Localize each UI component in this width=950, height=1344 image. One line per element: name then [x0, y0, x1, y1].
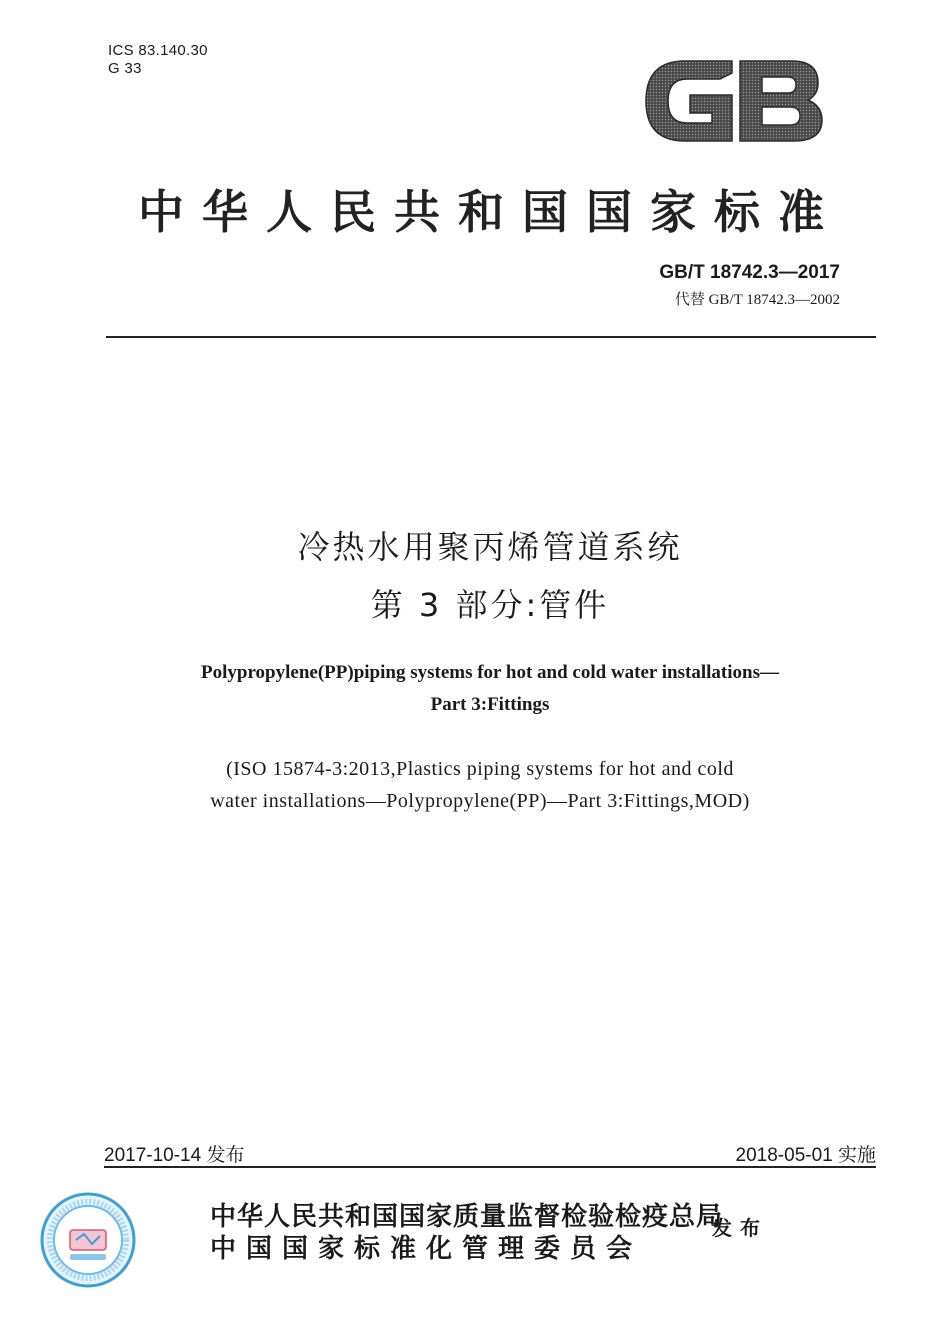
iso-reference-line2: water installations—Polypropylene(PP)—Part 3:Fittings,MOD)	[210, 790, 750, 812]
national-standard-heading: 中华人民共和国国家标准	[138, 185, 842, 239]
classification-codes	[108, 42, 208, 78]
issue-date: 2017-10-14 发布	[104, 1145, 245, 1166]
ccs-code: G 33	[108, 60, 142, 77]
iso-reference-line1: (ISO 15874-3:2013,Plastics piping systems for hot and cold	[226, 758, 734, 780]
anti-counterfeit-seal-icon	[40, 1192, 136, 1288]
ics-code: ICS 83.140.30	[108, 42, 208, 59]
replaced-standard: 代替 GB/T 18742.3—2002	[674, 292, 840, 308]
publisher-line1: 中华人民共和国国家质量监督检验检疫总局	[210, 1202, 724, 1232]
gb-logo	[640, 55, 826, 147]
footer-divider	[104, 1166, 876, 1168]
implementation-date: 2018-05-01 实施	[735, 1145, 876, 1166]
title-english-line2: Part 3:Fittings	[430, 694, 550, 715]
title-chinese-line2: 第 3 部分:管件	[370, 586, 610, 624]
publish-label: 发布	[712, 1216, 768, 1240]
header-divider	[106, 336, 876, 338]
title-chinese-line1: 冷热水用聚丙烯管道系统	[297, 528, 683, 566]
standard-number: GB/T 18742.3—2017	[659, 262, 840, 283]
title-english-line1: Polypropylene(PP)piping systems for hot and cold water installations—	[201, 662, 779, 683]
publisher-line2: 中国国家标准化管理委员会	[210, 1234, 643, 1264]
